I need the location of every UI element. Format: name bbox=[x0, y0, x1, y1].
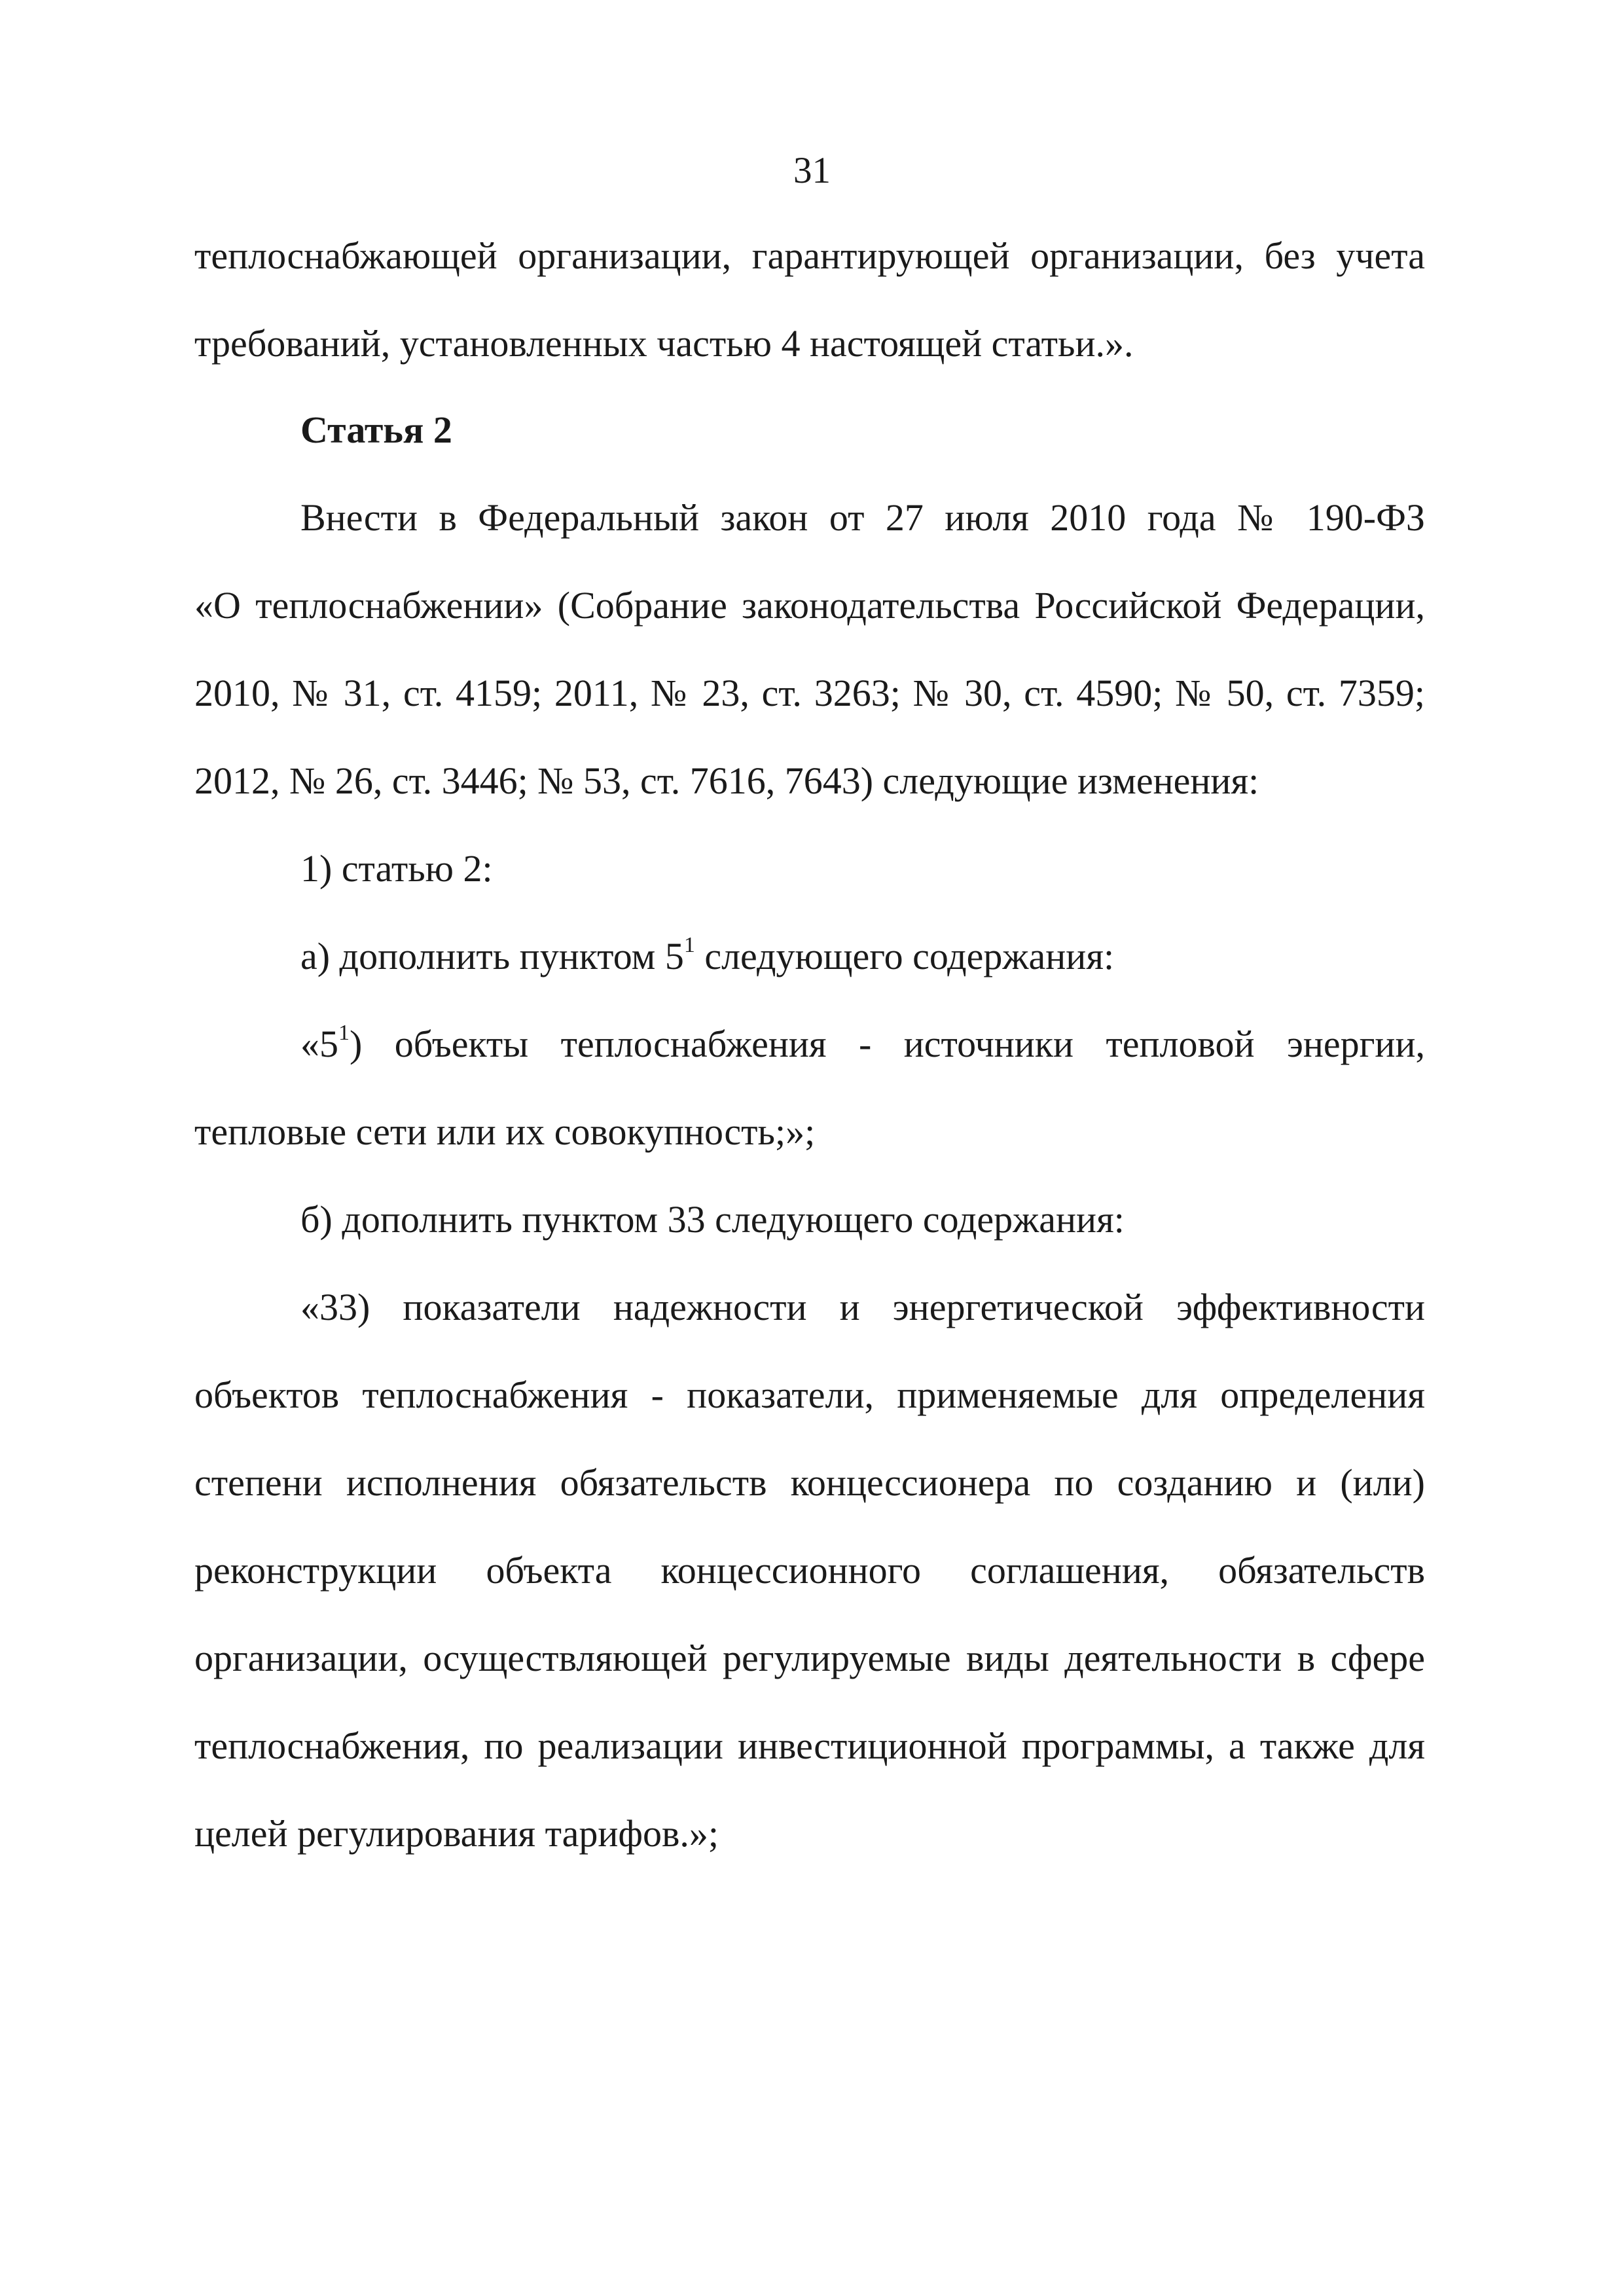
list-item: б) дополнить пунктом 33 следующего содержания: bbox=[300, 1198, 1125, 1241]
superscript: 1 bbox=[338, 1020, 350, 1045]
text-line: реконструкции объекта концессионного соглашения, обязательств bbox=[194, 1549, 1425, 1592]
text-line: тепловые сети или их совокупность;»; bbox=[194, 1110, 816, 1153]
list-item bbox=[300, 934, 1425, 979]
text-line: теплоснабжающей организации, гарантирующей организации, без учета bbox=[194, 234, 1425, 277]
list-item: 1) статью 2: bbox=[300, 847, 493, 890]
text-line: «О теплоснабжении» (Собрание законодательства Российской Федерации, bbox=[194, 584, 1425, 627]
superscript: 1 bbox=[683, 932, 695, 957]
text-line: требований, установленных частью 4 настоящей статьи.». bbox=[194, 322, 1134, 365]
text-line: «33) показатели надежности и энергетической эффективности bbox=[300, 1286, 1425, 1328]
text-line: 2010, № 31, ст. 4159; 2011, № 23, ст. 3263; № 30, ст. 4590; № 50, ст. 7359; bbox=[194, 672, 1425, 714]
text-line: целей регулирования тарифов.»; bbox=[194, 1812, 719, 1855]
text-fragment: ) объекты теплоснабжения - источники тепловой энергии, bbox=[350, 1023, 1425, 1065]
text-line: теплоснабжения, по реализации инвестиционной программы, а также для bbox=[194, 1724, 1425, 1767]
article-heading: Статья 2 bbox=[300, 409, 452, 451]
page-number: 31 bbox=[793, 150, 831, 191]
text-fragment: «5 bbox=[300, 1023, 338, 1065]
text-line: объектов теплоснабжения - показатели, применяемые для определения bbox=[194, 1374, 1425, 1416]
text-line bbox=[300, 1021, 1425, 1067]
text-fragment: следующего содержания: bbox=[695, 935, 1115, 977]
text-fragment: а) дополнить пунктом 5 bbox=[300, 935, 684, 977]
text-line: степени исполнения обязательств концессионера по созданию и (или) bbox=[194, 1461, 1425, 1504]
text-line: Внести в Федеральный закон от 27 июля 2010 года № 190-ФЗ bbox=[300, 496, 1425, 539]
text-line: 2012, № 26, ст. 3446; № 53, ст. 7616, 7643) следующие изменения: bbox=[194, 759, 1259, 802]
text-line: организации, осуществляющей регулируемые виды деятельности в сфере bbox=[194, 1637, 1425, 1679]
